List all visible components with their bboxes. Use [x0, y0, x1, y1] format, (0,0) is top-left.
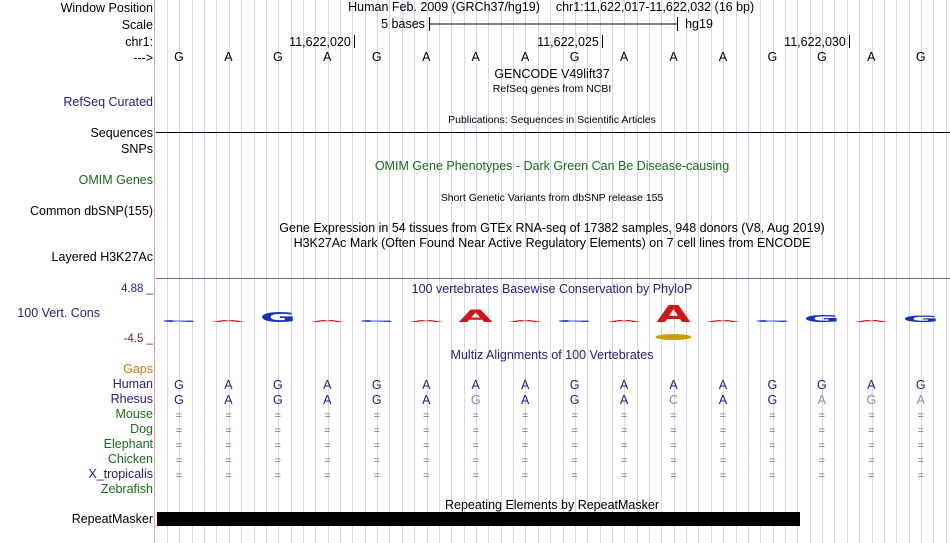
label-scale: Scale	[121, 18, 153, 32]
rhesus-aligned-base: G	[371, 393, 382, 407]
track-desc-omim[interactable]: OMIM Gene Phenotypes - Dark Green Can Be Disease-causing	[374, 159, 730, 173]
base-letter: A	[422, 50, 431, 64]
species-label-mouse[interactable]: Mouse	[115, 407, 153, 421]
species-label-elephant[interactable]: Elephant	[103, 437, 153, 451]
conserved-base-marker: =	[373, 470, 381, 482]
human-aligned-base: A	[323, 378, 332, 392]
human-aligned-base: G	[816, 378, 827, 392]
track-desc-repeatmasker[interactable]: Repeating Elements by RepeatMasker	[444, 498, 660, 512]
conserved-base-marker: =	[818, 470, 826, 482]
base-letter: A	[471, 50, 480, 64]
base-letter: G	[915, 50, 926, 64]
track-desc-h3k27ac[interactable]: H3K27Ac Mark (Often Found Near Active Regulatory Elements) on 7 cell lines from ENCODE	[293, 236, 811, 250]
conserved-base-marker: =	[719, 425, 727, 437]
species-label-zebrafish[interactable]: Zebrafish	[100, 482, 153, 496]
conserved-base-marker: =	[917, 410, 924, 422]
base-letter: A	[669, 50, 678, 64]
human-aligned-base: G	[371, 378, 382, 392]
conservation-logo-letter: G	[754, 319, 791, 323]
track-desc-phylop[interactable]: 100 vertebrates Basewise Conservation by PhyloP	[411, 282, 693, 296]
conservation-logo-letter: A	[211, 319, 246, 323]
conserved-base-marker: =	[719, 440, 727, 452]
conservation-track-top-line	[156, 278, 950, 279]
track-label-sequences[interactable]: Sequences	[90, 126, 153, 140]
conserved-base-marker: =	[274, 425, 282, 437]
human-aligned-base: G	[915, 378, 926, 392]
track-desc-snp[interactable]: Short Genetic Variants from dbSNP release 155	[440, 192, 664, 204]
human-aligned-base: A	[619, 378, 629, 392]
rhesus-aligned-base: A	[817, 393, 827, 407]
conservation-logo-letter: G	[556, 319, 593, 323]
conservation-logo-letter: G	[803, 312, 840, 325]
conserved-base-marker: =	[472, 455, 479, 467]
conservation-logo-letter: A	[607, 319, 642, 323]
conserved-base-marker: =	[423, 455, 430, 467]
conserved-base-marker: =	[769, 470, 776, 482]
species-label-x-tropicalis[interactable]: X_tropicalis	[88, 467, 153, 481]
human-aligned-base: G	[767, 378, 778, 392]
base-letter: G	[371, 50, 382, 64]
conserved-base-marker: =	[670, 425, 677, 437]
conservation-logo-letter: G	[358, 319, 395, 323]
assembly-title: Human Feb. 2009 (GRCh37/hg19)	[348, 0, 540, 14]
conserved-base-marker: =	[670, 410, 677, 422]
base-letter: G	[816, 50, 827, 64]
conserved-base-marker: =	[571, 440, 578, 452]
base-letter: A	[718, 50, 728, 64]
conserved-base-marker: =	[373, 425, 381, 437]
conserved-base-marker: =	[225, 410, 232, 422]
conserved-base-marker: =	[818, 410, 826, 422]
human-aligned-base: G	[174, 378, 184, 392]
conservation-logo-letter: A	[310, 319, 345, 323]
human-aligned-base: A	[520, 378, 530, 392]
track-desc-gtex[interactable]: Gene Expression in 54 tissues from GTEx RNA-seq of 17382 samples, 948 donors (V8, Aug 2019)	[279, 221, 825, 235]
base-letter: A	[867, 50, 876, 64]
conserved-base-marker: =	[175, 470, 183, 482]
position-range: chr1:11,622,017-11,622,032 (16 bp)	[555, 0, 755, 14]
conserved-base-marker: =	[472, 425, 479, 437]
conserved-base-marker: =	[868, 455, 875, 467]
conserved-base-marker: =	[324, 455, 331, 467]
conservation-logo	[161, 301, 939, 340]
track-label-omim[interactable]: OMIM Genes	[78, 173, 153, 187]
conserved-base-marker: =	[670, 470, 677, 482]
base-letter: A	[224, 50, 233, 64]
conserved-base-marker: =	[670, 440, 677, 452]
conservation-logo-letter: G	[259, 310, 296, 326]
conserved-base-marker: =	[571, 425, 578, 437]
conserved-base-marker: =	[571, 455, 578, 467]
conserved-base-marker: =	[225, 440, 232, 452]
conservation-logo-letter: G	[902, 314, 939, 325]
rhesus-aligned-base: G	[273, 393, 283, 407]
base-letter: A	[520, 50, 530, 64]
human-aligned-base: G	[273, 378, 283, 392]
conserved-base-marker: =	[175, 410, 183, 422]
conserved-base-marker: =	[620, 425, 628, 437]
rhesus-aligned-base: A	[323, 393, 332, 407]
track-desc-publications[interactable]: Publications: Sequences in Scientific Articles	[448, 114, 656, 126]
rhesus-aligned-base: A	[619, 393, 629, 407]
species-label-dog[interactable]: Dog	[130, 422, 153, 436]
conserved-base-marker: =	[719, 410, 727, 422]
conserved-base-marker: =	[225, 455, 232, 467]
conserved-base-marker: =	[917, 440, 924, 452]
cons-min-value: -4.5 _	[123, 333, 153, 345]
conserved-base-marker: =	[373, 440, 381, 452]
conserved-base-marker: =	[917, 425, 924, 437]
rhesus-aligned-base: A	[224, 393, 233, 407]
conserved-base-marker: =	[472, 470, 479, 482]
conservation-logo-minor-letter	[656, 334, 692, 340]
conserved-base-marker: =	[423, 425, 430, 437]
conserved-base-marker: =	[769, 425, 776, 437]
track-label-repeatmasker[interactable]: RepeatMasker	[71, 512, 153, 526]
human-aligned-base: A	[471, 378, 480, 392]
conserved-base-marker: =	[917, 455, 924, 467]
conserved-base-marker: =	[175, 425, 183, 437]
conserved-base-marker: =	[472, 440, 479, 452]
repeatmasker-element[interactable]	[157, 512, 800, 526]
base-letter: G	[273, 50, 283, 64]
conserved-base-marker: =	[818, 440, 826, 452]
position-tick-label: 11,622,025	[537, 35, 599, 49]
species-label-chicken[interactable]: Chicken	[107, 452, 153, 466]
conservation-logo-letter: A	[508, 319, 543, 323]
rhesus-aligned-base: G	[569, 393, 580, 407]
conserved-base-marker: =	[373, 455, 381, 467]
base-letter: G	[569, 50, 580, 64]
conserved-base-marker: =	[175, 440, 183, 452]
conserved-base-marker: =	[472, 410, 479, 422]
human-aligned-base: A	[669, 378, 678, 392]
conserved-base-marker: =	[620, 455, 628, 467]
track-desc-refseq[interactable]: RefSeq genes from NCBI	[492, 83, 612, 95]
track-desc-gencode[interactable]: GENCODE V49lift37	[494, 67, 610, 81]
conserved-base-marker: =	[670, 455, 677, 467]
rhesus-aligned-base: A	[520, 393, 530, 407]
species-label-rhesus[interactable]: Rhesus	[110, 392, 153, 406]
rhesus-aligned-base: G	[767, 393, 778, 407]
conserved-base-marker: =	[818, 425, 826, 437]
human-aligned-base: G	[569, 378, 580, 392]
human-aligned-base: A	[867, 378, 876, 392]
base-letter: A	[323, 50, 332, 64]
conserved-base-marker: =	[571, 410, 578, 422]
base-letter: A	[619, 50, 629, 64]
conserved-base-marker: =	[521, 410, 529, 422]
conserved-base-marker: =	[225, 425, 232, 437]
conserved-base-marker: =	[620, 410, 628, 422]
rhesus-aligned-base: G	[470, 393, 481, 407]
conservation-logo-letter: A	[458, 306, 493, 327]
rhesus-aligned-base: A	[422, 393, 431, 407]
human-aligned-base: A	[224, 378, 233, 392]
conserved-base-marker: =	[868, 410, 875, 422]
conservation-logo-letter: A	[656, 301, 691, 328]
label-chrom: chr1:	[125, 35, 153, 49]
track-label-gaps[interactable]: Gaps	[123, 362, 153, 376]
cons-max-value: 4.88 _	[121, 283, 153, 295]
conservation-logo-letter: A	[409, 319, 444, 323]
conserved-base-marker: =	[868, 440, 875, 452]
rhesus-aligned-base: G	[174, 393, 184, 407]
conserved-base-marker: =	[917, 470, 924, 482]
human-aligned-base: A	[422, 378, 431, 392]
conserved-base-marker: =	[571, 470, 578, 482]
track-desc-multiz[interactable]: Multiz Alignments of 100 Vertebrates	[450, 348, 654, 362]
conserved-base-marker: =	[324, 470, 331, 482]
base-letter: G	[767, 50, 778, 64]
track-label-cons[interactable]: 100 Vert. Cons	[17, 306, 100, 320]
conserved-base-marker: =	[620, 470, 628, 482]
conserved-base-marker: =	[868, 470, 875, 482]
rhesus-aligned-base: G	[866, 393, 877, 407]
conserved-base-marker: =	[719, 470, 727, 482]
conserved-base-marker: =	[769, 440, 776, 452]
conservation-logo-letter: A	[705, 319, 740, 323]
conserved-base-marker: =	[373, 410, 381, 422]
conserved-base-marker: =	[719, 455, 727, 467]
label-strand: --->	[133, 51, 153, 65]
conserved-base-marker: =	[423, 410, 430, 422]
conserved-base-marker: =	[521, 455, 529, 467]
conserved-base-marker: =	[274, 470, 282, 482]
conserved-base-marker: =	[423, 470, 430, 482]
label-window-position: Window Position	[60, 1, 153, 15]
rhesus-aligned-base: C	[668, 393, 679, 407]
base-letter: G	[174, 50, 184, 64]
sequences-track-line	[156, 132, 950, 133]
conservation-logo-letter: A	[854, 319, 889, 323]
conserved-base-marker: =	[225, 470, 232, 482]
position-tick-label: 11,622,030	[784, 35, 846, 49]
scale-db: hg19	[685, 17, 713, 31]
scale-text: 5 bases	[381, 17, 425, 31]
position-tick-label: 11,622,020	[289, 35, 351, 49]
conserved-base-marker: =	[620, 440, 628, 452]
rhesus-aligned-base: A	[916, 393, 925, 407]
track-label-common-dbsnp[interactable]: Common dbSNP(155)	[30, 204, 153, 218]
conserved-base-marker: =	[769, 455, 776, 467]
conserved-base-marker: =	[324, 425, 331, 437]
track-label-layered-h3k27ac[interactable]: Layered H3K27Ac	[51, 250, 153, 264]
conserved-base-marker: =	[521, 425, 529, 437]
conserved-base-marker: =	[274, 455, 282, 467]
conserved-base-marker: =	[324, 410, 331, 422]
track-label-snps[interactable]: SNPs	[121, 142, 153, 156]
conserved-base-marker: =	[423, 440, 430, 452]
conserved-base-marker: =	[868, 425, 875, 437]
conserved-base-marker: =	[818, 455, 826, 467]
human-aligned-base: A	[718, 378, 728, 392]
conserved-base-marker: =	[324, 440, 331, 452]
conservation-logo-letter: G	[160, 319, 198, 323]
track-label-refseq[interactable]: RefSeq Curated	[63, 95, 153, 109]
conserved-base-marker: =	[521, 470, 529, 482]
conserved-base-marker: =	[175, 455, 183, 467]
conserved-base-marker: =	[274, 440, 282, 452]
conserved-base-marker: =	[521, 440, 529, 452]
conserved-base-marker: =	[769, 410, 776, 422]
species-label-human[interactable]: Human	[112, 377, 153, 391]
conserved-base-marker: =	[274, 410, 282, 422]
rhesus-aligned-base: A	[718, 393, 728, 407]
